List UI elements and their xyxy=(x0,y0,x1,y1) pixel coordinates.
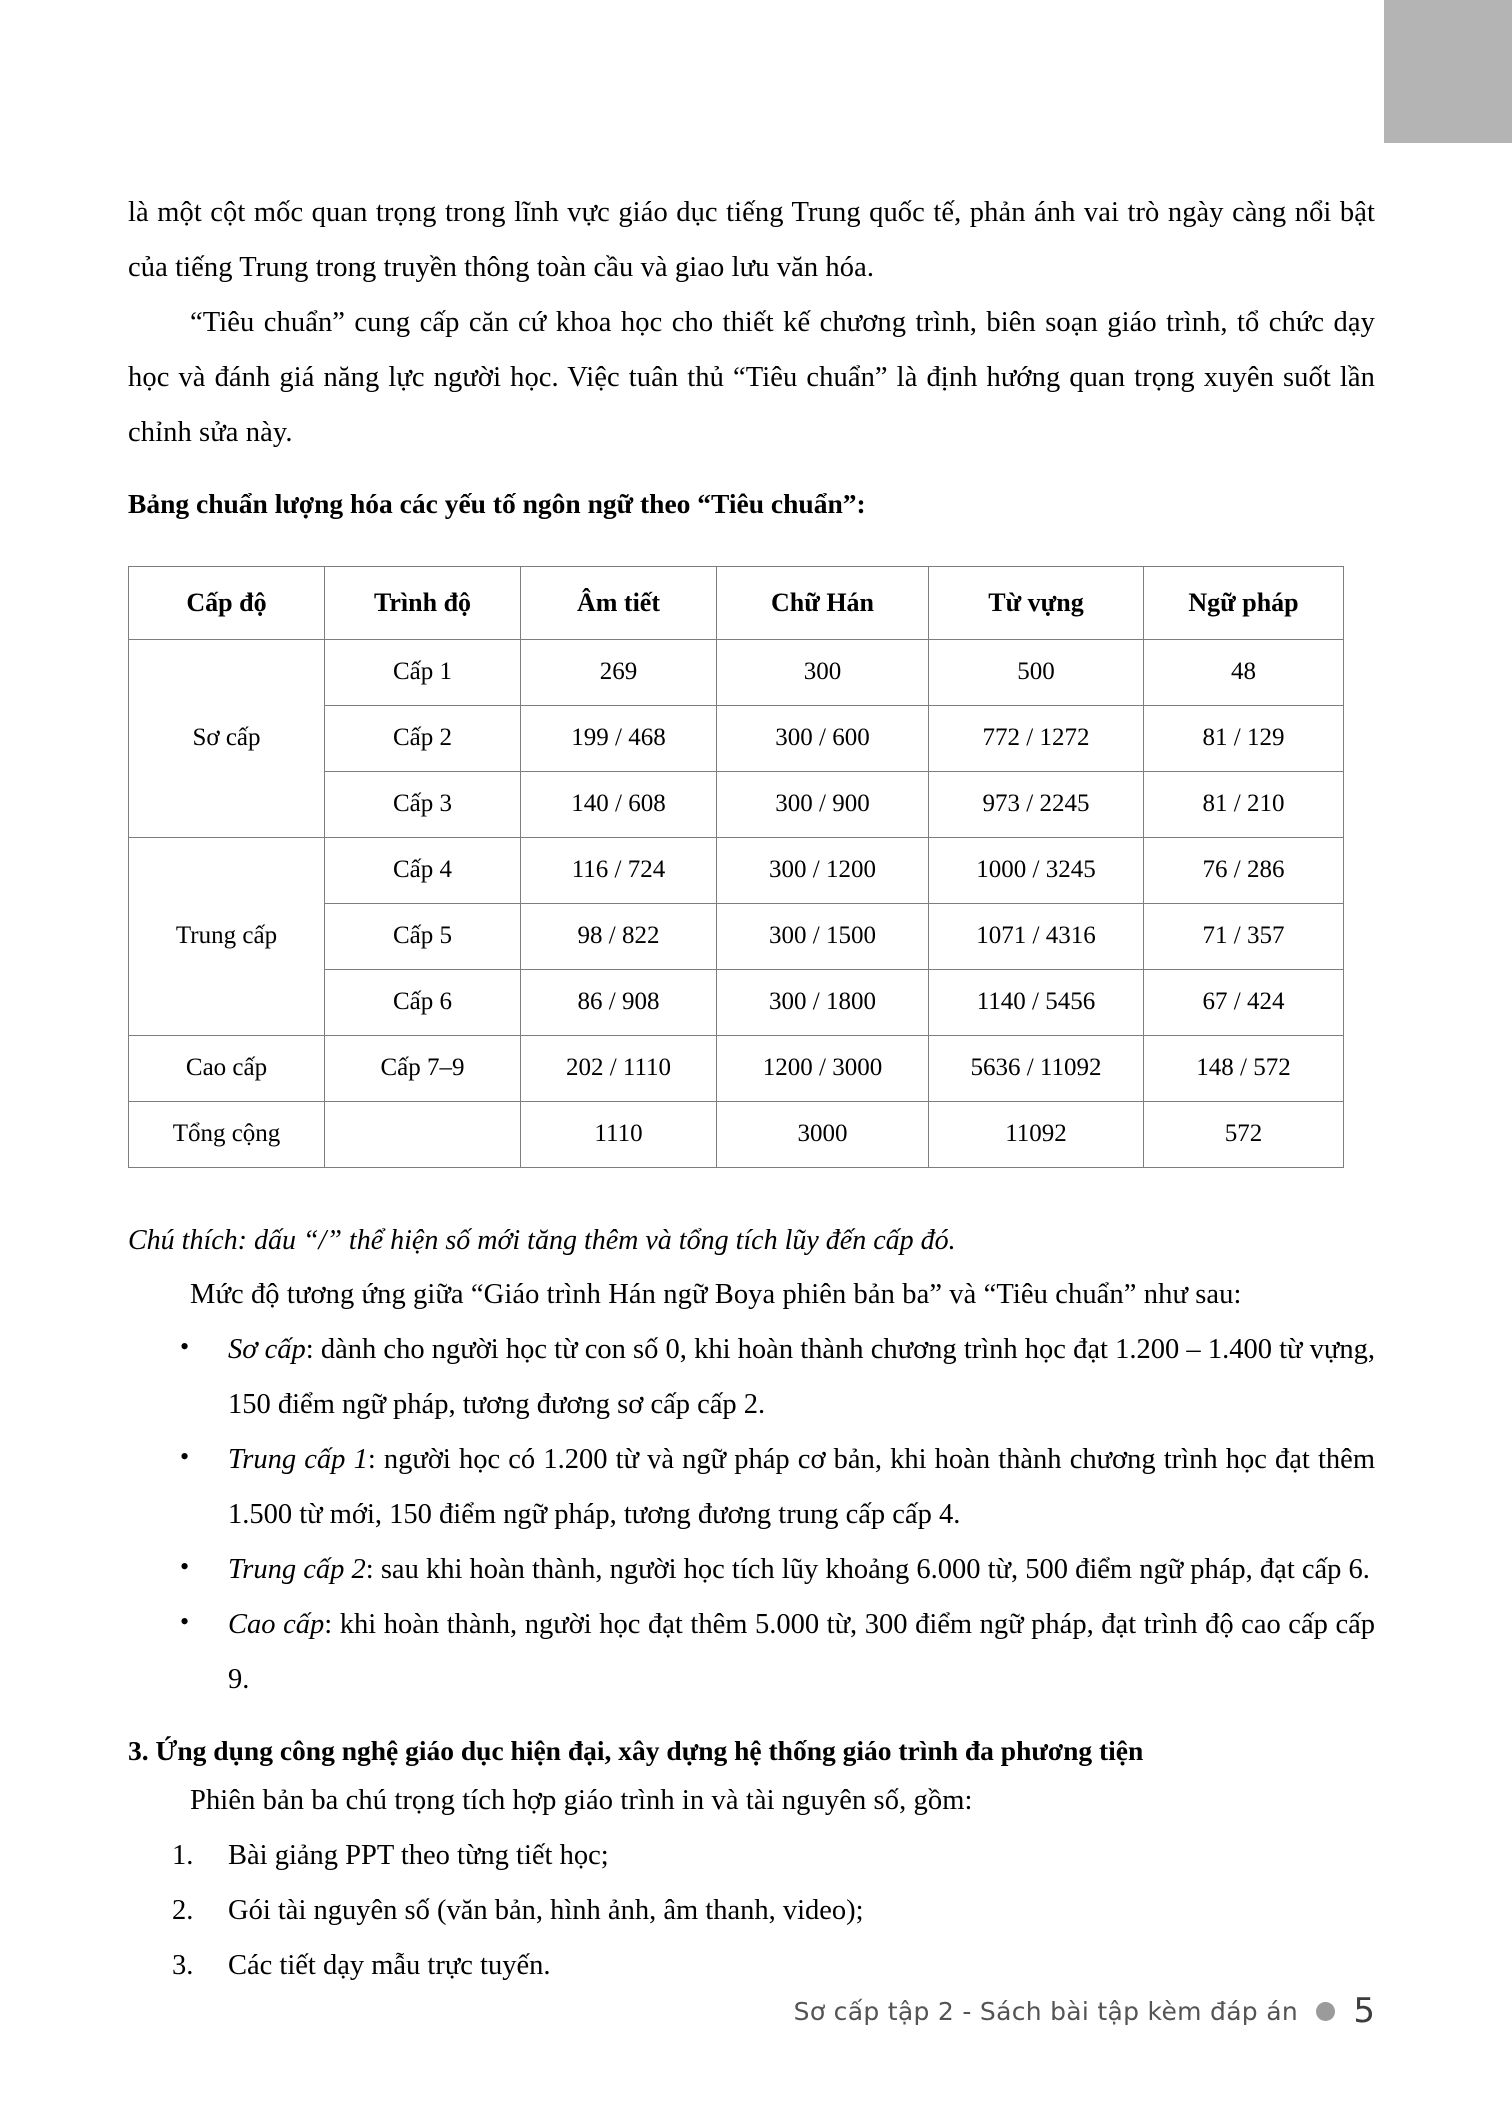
bullet-label: Trung cấp 2 xyxy=(228,1554,366,1586)
cell-grammar: 76 / 286 xyxy=(1144,838,1344,904)
page-number: 5 xyxy=(1353,1991,1375,2031)
list-item xyxy=(128,1597,1375,1707)
table-header-row xyxy=(129,567,1344,640)
page-content xyxy=(128,185,1375,1993)
th-grade: Trình độ xyxy=(325,567,521,640)
list-item xyxy=(128,1883,1375,1938)
cell-total-label: Tổng cộng xyxy=(129,1102,325,1168)
bullet-label: Cao cấp xyxy=(228,1609,325,1641)
cell-grade: Cấp 2 xyxy=(325,706,521,772)
corner-decoration-block xyxy=(1384,0,1512,143)
cell-level-so-cap: Sơ cấp xyxy=(129,640,325,838)
bullet-text: : người học có 1.200 từ và ngữ pháp cơ bản, khi hoàn thành chương trình học đạt thêm 1.500 từ mới, 150 điểm ngữ pháp, tương đương trung cấp cấp 4. xyxy=(228,1444,1375,1531)
table-body xyxy=(129,640,1344,1168)
list-item xyxy=(128,1828,1375,1883)
cell-grade: Cấp 3 xyxy=(325,772,521,838)
cell-vocabulary: 772 / 1272 xyxy=(929,706,1144,772)
table-row xyxy=(129,838,1344,904)
cell-grade: Cấp 1 xyxy=(325,640,521,706)
th-grammar: Ngữ pháp xyxy=(1144,567,1344,640)
item-text: Gói tài nguyên số (văn bản, hình ảnh, âm thanh, video); xyxy=(228,1895,864,1927)
cell-syllables: 199 / 468 xyxy=(521,706,717,772)
cell-grade: Cấp 4 xyxy=(325,838,521,904)
paragraph-1: là một cột mốc quan trọng trong lĩnh vực giáo dục tiếng Trung quốc tế, phản ánh vai trò ngày càng nổi bật của tiếng Trung trong truyền thông toàn cầu và giao lưu văn hóa. xyxy=(128,197,1375,283)
table-row xyxy=(129,640,1344,706)
bullet-text: : dành cho người học từ con số 0, khi hoàn thành chương trình học đạt 1.200 – 1.400 từ vựng, 150 điểm ngữ pháp, tương đương sơ cấp cấp 2. xyxy=(228,1334,1375,1421)
th-vocabulary: Từ vựng xyxy=(929,567,1144,640)
cell-vocabulary: 1000 / 3245 xyxy=(929,838,1144,904)
section-heading: 3. Ứng dụng công nghệ giáo dục hiện đại, xây dựng hệ thống giáo trình đa phương tiện xyxy=(128,1735,1144,1767)
item-text: Các tiết dạy mẫu trực tuyến. xyxy=(228,1950,551,1982)
bullet-text: : khi hoàn thành, người học đạt thêm 5.000 từ, 300 điểm ngữ pháp, đạt trình độ cao cấp cấp 9. xyxy=(228,1609,1375,1696)
list-item xyxy=(128,1938,1375,1993)
cell-syllables: 116 / 724 xyxy=(521,838,717,904)
th-level: Cấp độ xyxy=(129,567,325,640)
cell-grammar: 148 / 572 xyxy=(1144,1036,1344,1102)
cell-characters: 1200 / 3000 xyxy=(717,1036,929,1102)
list-item xyxy=(128,1432,1375,1542)
table-header xyxy=(129,567,1344,640)
cell-characters: 300 / 1200 xyxy=(717,838,929,904)
cell-syllables: 140 / 608 xyxy=(521,772,717,838)
cell-grade: Cấp 6 xyxy=(325,970,521,1036)
cell-vocabulary: 5636 / 11092 xyxy=(929,1036,1144,1102)
level-mapping-list xyxy=(128,1322,1375,1707)
list-item xyxy=(128,1542,1375,1597)
cell-characters: 300 / 1800 xyxy=(717,970,929,1036)
cell-total-characters: 3000 xyxy=(717,1102,929,1168)
cell-total-grade xyxy=(325,1102,521,1168)
item-text: Bài giảng PPT theo từng tiết học; xyxy=(228,1840,609,1872)
cell-grade: Cấp 5 xyxy=(325,904,521,970)
resources-numbered-list xyxy=(128,1828,1375,1993)
cell-grammar: 81 / 210 xyxy=(1144,772,1344,838)
bullet-text: : sau khi hoàn thành, người học tích lũy khoảng 6.000 từ, 500 điểm ngữ pháp, đạt cấp 6. xyxy=(365,1554,1370,1586)
section-intro: Phiên bản ba chú trọng tích hợp giáo trình in và tài nguyên số, gồm: xyxy=(190,1785,973,1817)
cell-characters: 300 / 900 xyxy=(717,772,929,838)
cell-syllables: 202 / 1110 xyxy=(521,1036,717,1102)
cell-characters: 300 / 1500 xyxy=(717,904,929,970)
cell-total-vocabulary: 11092 xyxy=(929,1102,1144,1168)
footer-dot-icon xyxy=(1316,2002,1335,2021)
cell-characters: 300 xyxy=(717,640,929,706)
table-note: Chú thích: dấu “/” thể hiện số mới tăng thêm và tổng tích lũy đến cấp đó. xyxy=(128,1225,956,1256)
cell-syllables: 98 / 822 xyxy=(521,904,717,970)
cell-level-trung-cap: Trung cấp xyxy=(129,838,325,1036)
cell-vocabulary: 973 / 2245 xyxy=(929,772,1144,838)
page-footer xyxy=(794,1991,1375,2031)
item-number: 1. xyxy=(172,1840,194,1872)
paragraph-2: “Tiêu chuẩn” cung cấp căn cứ khoa học cho thiết kế chương trình, biên soạn giáo trình, tổ chức dạy học và đánh giá năng lực người học. Việc tuân thủ “Tiêu chuẩn” là định hướng quan trọng xuyên suốt lần chỉnh sửa này. xyxy=(128,307,1375,448)
cell-characters: 300 / 600 xyxy=(717,706,929,772)
item-number: 3. xyxy=(172,1950,194,1982)
cell-grammar: 71 / 357 xyxy=(1144,904,1344,970)
cell-grammar: 48 xyxy=(1144,640,1344,706)
cell-vocabulary: 1140 / 5456 xyxy=(929,970,1144,1036)
cell-level-cao-cap: Cao cấp xyxy=(129,1036,325,1102)
bullet-label: Trung cấp 1 xyxy=(228,1444,368,1476)
cell-total-grammar: 572 xyxy=(1144,1102,1344,1168)
cell-syllables: 269 xyxy=(521,640,717,706)
cell-grammar: 81 / 129 xyxy=(1144,706,1344,772)
list-item xyxy=(128,1322,1375,1432)
footer-title: Sơ cấp tập 2 - Sách bài tập kèm đáp án xyxy=(793,1996,1298,2026)
cell-vocabulary: 500 xyxy=(929,640,1144,706)
bullet-label: Sơ cấp xyxy=(228,1334,306,1366)
th-syllables: Âm tiết xyxy=(521,567,717,640)
standards-table xyxy=(128,566,1344,1168)
cell-total-syllables: 1110 xyxy=(521,1102,717,1168)
cell-vocabulary: 1071 / 4316 xyxy=(929,904,1144,970)
table-row xyxy=(129,1036,1344,1102)
bullets-intro: Mức độ tương ứng giữa “Giáo trình Hán ngữ Boya phiên bản ba” và “Tiêu chuẩn” như sau: xyxy=(190,1279,1242,1311)
table-heading: Bảng chuẩn lượng hóa các yếu tố ngôn ngữ theo “Tiêu chuẩn”: xyxy=(128,488,866,519)
item-number: 2. xyxy=(172,1895,194,1927)
table-total-row xyxy=(129,1102,1344,1168)
cell-grammar: 67 / 424 xyxy=(1144,970,1344,1036)
standards-table-wrapper xyxy=(128,566,1343,1168)
cell-syllables: 86 / 908 xyxy=(521,970,717,1036)
th-characters: Chữ Hán xyxy=(717,567,929,640)
cell-grade: Cấp 7–9 xyxy=(325,1036,521,1102)
